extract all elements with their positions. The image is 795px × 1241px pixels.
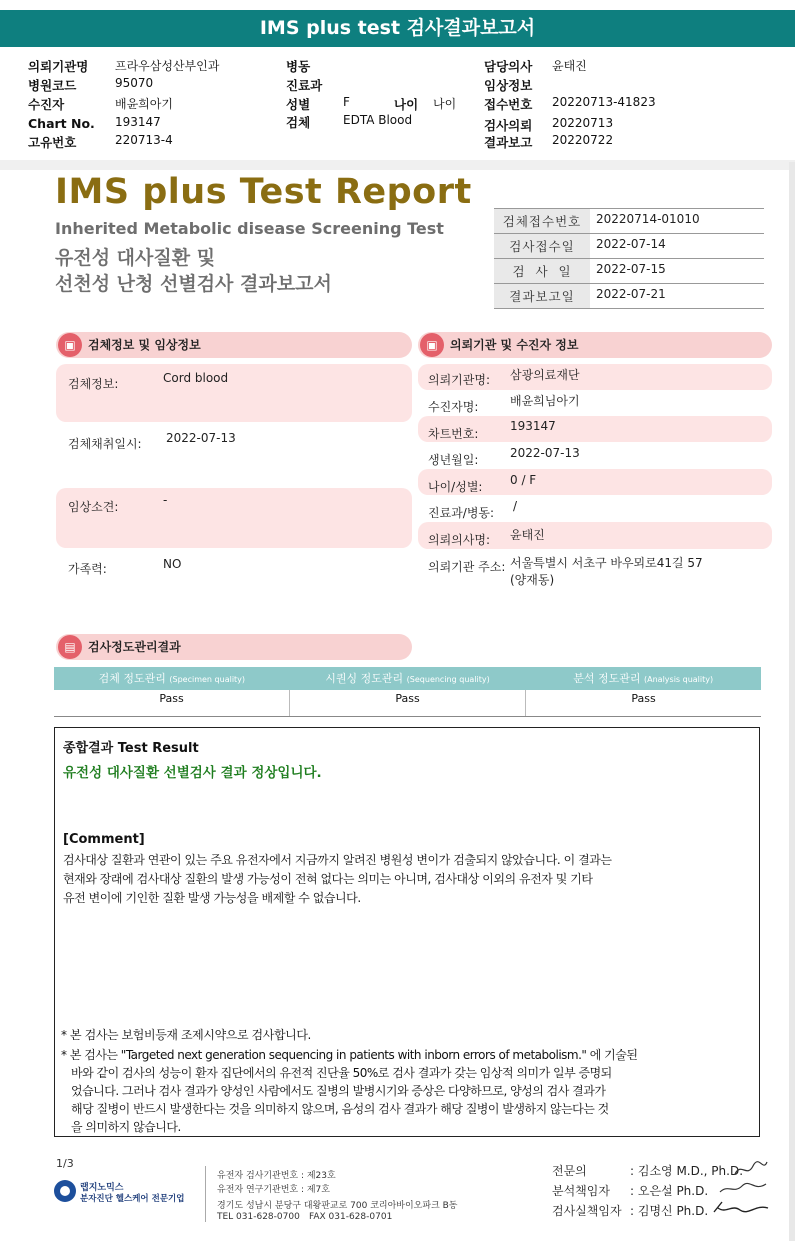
quality-col-header [54, 667, 290, 690]
value-sex: F [343, 95, 350, 109]
value-specimen: EDTA Blood [343, 113, 413, 127]
quality-value: Pass [290, 690, 526, 716]
receipt-label: 검사접수일 [494, 234, 590, 258]
label-request: 검사의뢰 [484, 118, 533, 133]
quality-value: Pass [54, 690, 290, 716]
receipt-value: 2022-07-21 [596, 287, 666, 301]
footer-line: 유전자 연구기관번호 : 제7호 [217, 1185, 330, 1195]
label-hospital-code: 병원코드 [28, 78, 77, 93]
top-info-grid [0, 50, 795, 162]
value-request: 20220713 [552, 116, 614, 130]
value-result-report: 20220722 [552, 133, 614, 147]
section-specimen-title: 검체정보 및 임상정보 [88, 338, 201, 352]
lock-icon: ▣ [420, 333, 444, 357]
quality-col-header-en: (Specimen quality) [169, 675, 246, 684]
comment-line: 검사대상 질환과 연관이 있는 주요 유전자에서 지금까지 알려진 병원성 변이가 검출되지 않았습니다. 이 결과는 [63, 853, 612, 867]
footer-fax: FAX 031-628-0701 [309, 1212, 393, 1222]
section-patient-header [418, 332, 772, 358]
label-patient: 수진자 [28, 97, 65, 112]
value-hospital-code: 95070 [115, 76, 154, 90]
receipt-row [494, 259, 764, 284]
logo-text: 랩지노믹스 [80, 1183, 124, 1193]
report-title: IMS plus Test Report [55, 172, 472, 212]
receipt-label: 결과보고일 [494, 284, 590, 308]
quality-table-header [54, 667, 761, 690]
signature-mark [712, 1198, 770, 1218]
value-institution: 프라우삼성산부인과 [115, 59, 220, 73]
result-box [54, 727, 760, 1137]
note-line: 바와 같이 검사의 성능이 환자 집단에서의 유전적 진단율 50%로 검사 결과가 갖는 임상적 의미가 일부 증명되 [71, 1066, 612, 1080]
note-line: 었습니다. 그러나 검사 결과가 양성인 사람에서도 질병의 발병시기와 증상은 다양하므로, 양성의 검사 결과가 [71, 1084, 606, 1098]
quality-table-row [54, 690, 761, 716]
patient-name-value: 배윤희님아기 [510, 394, 580, 408]
patient-institution-label: 의뢰기관명: [428, 373, 491, 387]
patient-doctor-label: 의뢰의사명: [428, 533, 491, 547]
logo-subtext: 분자진단 헬스케어 전문기업 [80, 1194, 185, 1204]
label-department: 진료과 [286, 78, 323, 93]
patient-address-label: 의뢰기관 주소: [428, 560, 506, 574]
label-result-report: 결과보고 [484, 135, 533, 150]
report-header-title: IMS plus test 검사결과보고서 [0, 10, 795, 47]
label-clinical-info: 임상정보 [484, 78, 533, 93]
quality-col-header-ko: 검체 정도관리 [98, 672, 166, 685]
specimen-box-2 [56, 488, 412, 548]
signer-role: 검사실책임자 [552, 1204, 622, 1218]
value-chart-no: 193147 [115, 115, 161, 129]
footer-line: 경기도 성남시 분당구 대왕판교로 700 코리아바이오파크 B동 [217, 1201, 458, 1211]
receipt-row [494, 234, 764, 259]
page-edge [789, 162, 795, 1241]
label-sex: 성별 [286, 97, 311, 112]
company-logo [54, 1180, 76, 1202]
patient-age-sex-value: 0 / F [510, 473, 537, 487]
receipt-row [494, 284, 764, 309]
report-subtitle-ko-2: 선천성 난청 선별검사 결과보고서 [55, 273, 332, 295]
label-age: 나이 [394, 97, 419, 112]
patient-birth-label: 생년월일: [428, 453, 479, 467]
patient-age-sex-label: 나이/성별: [428, 480, 483, 494]
receipt-value: 2022-07-15 [596, 262, 666, 276]
value-patient: 배윤희아기 [115, 97, 173, 111]
signature-mark [733, 1158, 769, 1180]
quality-col-header-en: (Analysis quality) [644, 675, 714, 684]
footer-line: 유전자 검사기관번호 : 제23호 [217, 1171, 336, 1181]
quality-value: Pass [631, 692, 656, 705]
result-summary: 유전성 대사질환 선별검사 결과 정상입니다. [63, 765, 322, 781]
label-chart-no: Chart No. [28, 116, 95, 131]
signature-mark [718, 1180, 768, 1196]
specimen-value: Cord blood [163, 371, 229, 385]
section-quality-title: 검사정도관리결과 [88, 640, 181, 654]
patient-chart-label: 차트번호: [428, 427, 479, 441]
report-subtitle-en: Inherited Metabolic disease Screening Test [55, 219, 444, 238]
specimen-label: 검체정보: [68, 377, 119, 391]
specimen-box-1 [56, 364, 412, 422]
note-line: * 본 검사는 "Targeted next generation sequencing in patients with inborn errors of metabolism." 에 기술된 [61, 1048, 638, 1062]
receipt-label: 검 사 일 [494, 259, 590, 283]
note-insurance: * 본 검사는 보험비등재 조제시약으로 검사합니다. [61, 1028, 311, 1042]
signer-name: : 김소영 M.D., Ph.D. [630, 1164, 744, 1178]
lock-icon: ▣ [58, 333, 82, 357]
patient-address-value-2: (양재동) [510, 573, 555, 587]
label-ward: 병동 [286, 59, 311, 74]
quality-table [54, 667, 761, 717]
patient-institution-value: 삼광의료재단 [510, 368, 580, 382]
signer-name: : 오은설 Ph.D. [630, 1184, 709, 1198]
report-subtitle-ko-1: 유전성 대사질환 및 [55, 247, 216, 269]
label-specimen: 검체 [286, 115, 311, 130]
patient-name-label: 수진자명: [428, 400, 479, 414]
receipt-value: 20220714-01010 [596, 212, 700, 226]
signer-role: 분석책임자 [552, 1184, 610, 1198]
receipt-table [494, 208, 764, 309]
comment-heading: [Comment] [63, 832, 145, 847]
label-institution: 의뢰기관명 [28, 59, 89, 74]
comment-line: 유전 변이에 기인한 질환 발생 가능성을 배제할 수 없습니다. [63, 891, 361, 905]
receipt-row [494, 209, 764, 234]
collection-date-value: 2022-07-13 [166, 431, 236, 445]
patient-chart-value: 193147 [510, 419, 556, 433]
quality-col-header-ko: 분석 정도관리 [573, 672, 641, 685]
result-heading: 종합결과 Test Result [63, 741, 199, 756]
collection-date-label: 검체채취일시: [68, 437, 142, 451]
note-line: 해당 질병이 반드시 발생한다는 것을 의미하지 않으며, 음성의 검사 결과가 해당 질병이 발생하지 않는다는 것 [71, 1102, 609, 1116]
patient-dept-value: / [513, 499, 518, 513]
receipt-value: 2022-07-14 [596, 237, 666, 251]
clinical-finding-value: - [163, 493, 168, 507]
value-doctor: 윤태진 [552, 59, 587, 73]
patient-doctor-value: 윤태진 [510, 528, 545, 542]
clinical-finding-label: 임상소견: [68, 500, 119, 514]
section-quality-header [56, 634, 412, 660]
family-history-value: NO [163, 557, 182, 571]
label-doctor: 담당의사 [484, 59, 533, 74]
quality-col-header-ko: 시퀀싱 정도관리 [325, 672, 404, 685]
signer-role: 전문의 [552, 1164, 587, 1178]
patient-birth-value: 2022-07-13 [510, 446, 580, 460]
comment-line: 현재와 장래에 검사대상 질환의 발생 가능성이 전혀 없다는 의미는 아니며, 검사대상 이외의 유전자 및 기타 [63, 872, 593, 886]
patient-dept-label: 진료과/병동: [428, 506, 495, 520]
section-divider [0, 160, 795, 170]
page-number: 1/3 [56, 1157, 74, 1170]
quality-col-header [290, 667, 526, 690]
patient-address-value: 서울특별시 서초구 바우뫼로41길 57 [510, 556, 703, 570]
footer-divider [205, 1166, 206, 1222]
quality-col-header [525, 667, 761, 690]
value-unique-no: 220713-4 [115, 133, 173, 147]
value-age: 나이 [433, 97, 457, 111]
footer-tel: TEL 031-628-0700 [217, 1212, 300, 1222]
family-history-label: 가족력: [68, 562, 107, 576]
signer-name: : 김명신 Ph.D. [630, 1204, 709, 1218]
note-line: 을 의미하지 않습니다. [71, 1120, 181, 1134]
clipboard-icon: ▤ [58, 635, 82, 659]
label-unique-no: 고유번호 [28, 135, 77, 150]
section-specimen-header [56, 332, 412, 358]
value-receipt-no: 20220713-41823 [552, 95, 656, 109]
receipt-label: 검체접수번호 [494, 209, 590, 233]
section-patient-title: 의뢰기관 및 수진자 정보 [450, 338, 579, 352]
label-receipt-no: 접수번호 [484, 97, 533, 112]
quality-col-header-en: (Sequencing quality) [406, 675, 490, 684]
